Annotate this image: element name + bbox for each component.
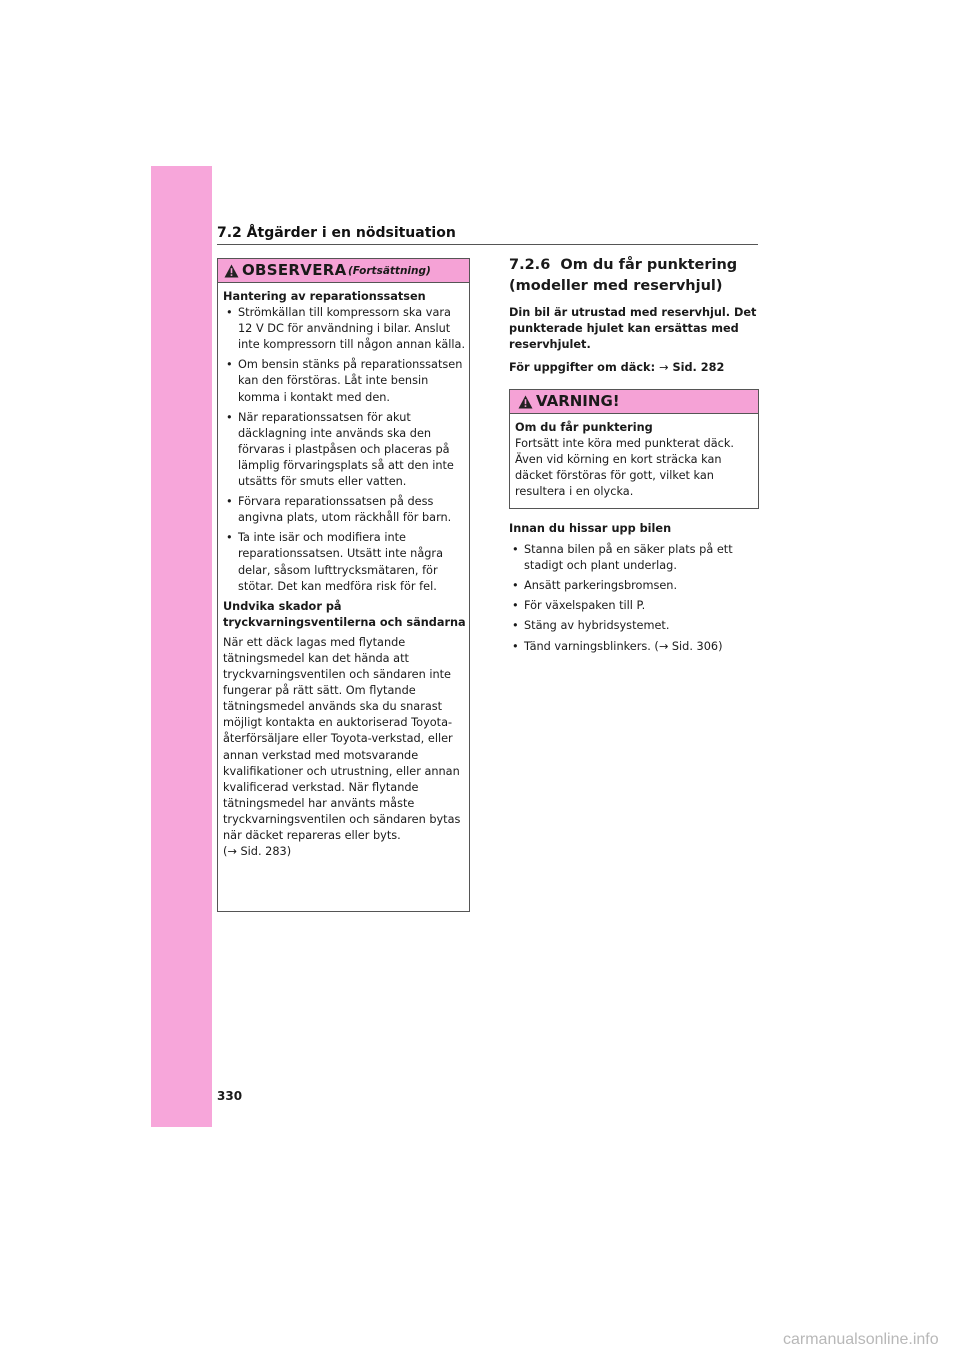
list-item-text: För växelspaken till P. (524, 599, 646, 613)
section-intro: Din bil är utrustad med reservhjul. Det punkterade hjulet kan ersättas med reservhjulet. (509, 306, 757, 352)
list-item (509, 578, 758, 594)
steps-section (509, 521, 758, 659)
list-item-text: Stanna bilen på en säker plats på ett stadigt och plant underlag. (524, 543, 733, 573)
list-item-text: Om bensin stänks på reparationssatsen kan den förstöras. Låt inte bensin komma i kontakt med den. (238, 358, 463, 404)
tire-reference (509, 360, 758, 376)
list-item (223, 410, 466, 490)
varning-text: Fortsätt inte köra med punkterat däck. Även vid körning en kort sträcka kan däcket förstöras för gott, vilket kan resultera i en olycka. (515, 437, 734, 499)
list-item (509, 639, 758, 655)
varning-title: VARNING! (536, 392, 620, 410)
bullet-mark: • (512, 619, 519, 633)
section-number: 7.2.6 (509, 257, 551, 273)
list-item-text: Förvara reparationssatsen på dess angivna plats, utom räckhåll för barn. (238, 495, 452, 525)
observera-title-bar (218, 259, 469, 283)
tire-ref-page: Sid. 282 (672, 361, 725, 374)
section-header: 7.2 Åtgärder i en nödsituation (217, 225, 456, 241)
arrow-icon: → (659, 361, 669, 374)
bullet-mark: • (226, 410, 233, 424)
observera-title: OBSERVERA (242, 261, 347, 279)
section-title-text: Om du får punktering (modeller med reservhjul) (509, 257, 738, 294)
bullet-mark: • (226, 306, 233, 320)
list-item (223, 305, 466, 353)
bullet-mark: • (226, 358, 233, 372)
list-item-text: Strömkällan till kompressorn ska vara 12 V DC för användning i bilar. Anslut inte kompressorn till någon annan källa. (238, 306, 466, 352)
list-item (509, 618, 758, 634)
bullet-mark: • (512, 543, 519, 557)
chapter-sidebar-tab (151, 166, 212, 1127)
list-item-text: När reparationssatsen för akut däcklagning inte används ska den förvaras i plastpåsen och placeras på lämplig förvaringsplats så att den inte utsätts för smuts eller vatten. (238, 410, 454, 489)
observera-content (223, 289, 466, 860)
header-rule (217, 244, 758, 245)
steps-heading: Innan du hissar upp bilen (509, 522, 672, 535)
list-item-text: Stäng av hybridsystemet. (524, 619, 670, 633)
page-number: 330 (217, 1089, 243, 1103)
observera-heading-1: Hantering av reparationssatsen (223, 290, 426, 303)
observera-paragraph-text: När ett däck lagas med flytande tätningsmedel kan det hända att tryckvarningsventilen och sändaren inte fungerar på rätt sätt. Om flytande tätningsmedel används ska du snarast möjligt kontakta en auktoriserad Toyota-återförsäljare eller Toyota-verkstad, eller annan verkstad med motsvarande kvalifikationer och utrustning, eller annan kvalificerad verkstad. När flytande tätningsmedel har använts måste tryckvarningsventilen och sändaren bytas när däcket repareras eller byts. (223, 635, 461, 842)
bullet-mark: • (226, 531, 233, 545)
varning-content (515, 420, 755, 500)
arrow-icon: → (227, 845, 237, 859)
page-ref: Sid. 306) (671, 639, 723, 653)
varning-heading: Om du får punktering (515, 421, 653, 434)
list-item-text: Ansätt parkeringsbromsen. (524, 579, 678, 593)
bullet-mark: • (512, 639, 519, 653)
bullet-mark: • (226, 495, 233, 509)
section-title (509, 255, 758, 297)
list-item (223, 494, 466, 526)
page-ref: Sid. 283) (240, 845, 292, 859)
observera-paragraph (223, 635, 466, 860)
observera-subtitle: (Fortsättning) (348, 265, 431, 277)
bullet-mark: • (512, 579, 519, 593)
list-item (509, 542, 758, 574)
list-item-text: Ta inte isär och modifiera inte reparationssatsen. Utsätt inte några delar, såsom lufttrycksmätaren, för stötar. Det kan medföra risk för fel. (238, 531, 443, 593)
list-item-text: Tänd varningsblinkers. ( (524, 639, 659, 653)
ref-open: ( (223, 845, 228, 859)
arrow-icon: → (658, 639, 669, 653)
bullet-mark: • (512, 599, 519, 613)
watermark: carmanualsonline.info (783, 1331, 939, 1348)
varning-title-bar (510, 390, 758, 414)
tire-ref-label: För uppgifter om däck: (509, 361, 656, 374)
list-item (223, 530, 466, 594)
list-item (509, 598, 758, 614)
observera-heading-2: Undvika skador på tryckvarningsventilerna och sändarna (223, 599, 466, 629)
observera-box (217, 258, 470, 912)
list-item (223, 357, 466, 405)
varning-box (509, 389, 759, 509)
warning-triangle-icon (224, 263, 239, 282)
warning-triangle-icon (518, 394, 533, 413)
